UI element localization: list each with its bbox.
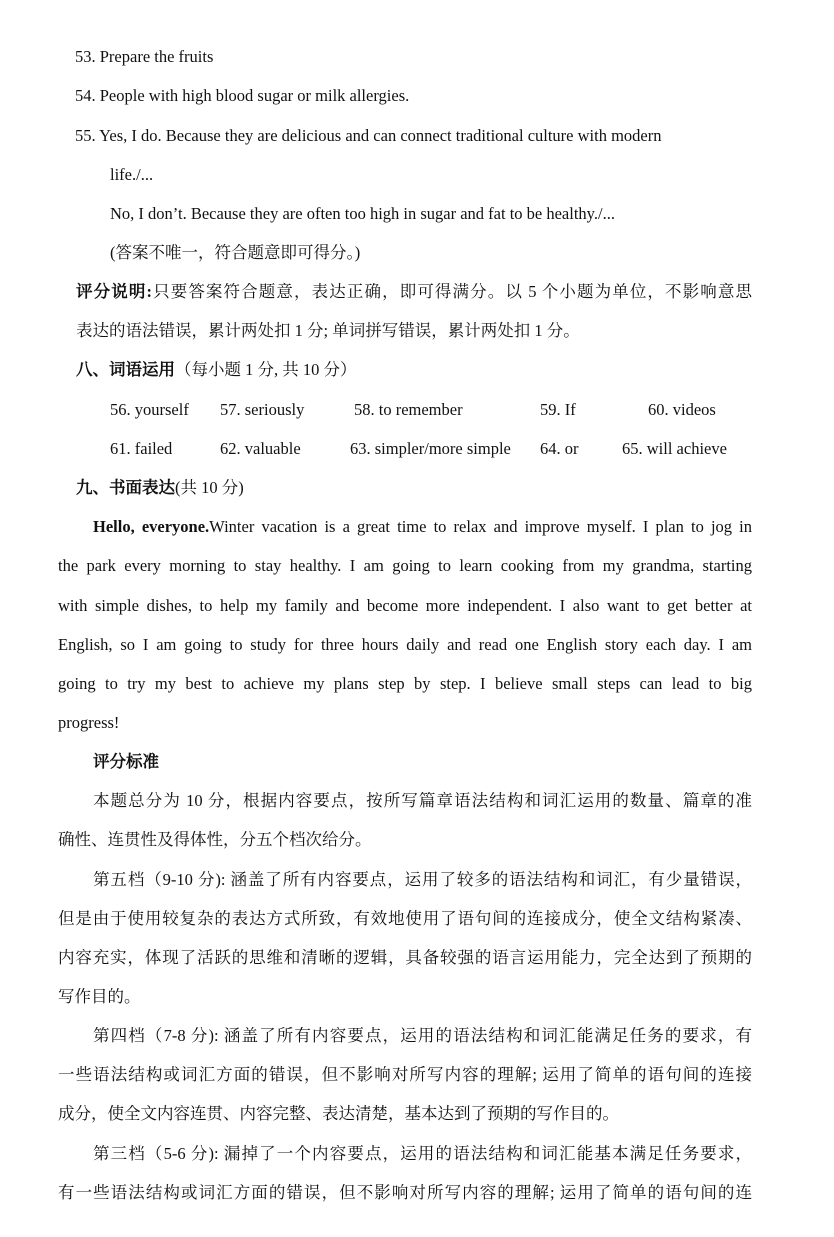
section-9-points: (共 10 分): [175, 478, 244, 497]
section-8-points: （每小题 1 分, 共 10 分）: [175, 360, 357, 379]
scoring-note-text-1: 只要答案符合题意，表达正确，即可得满分。以 5 个小题为单位，不影响意思: [151, 282, 753, 301]
essay-line-1: [93, 515, 752, 539]
section-8-heading-row: [76, 358, 357, 382]
word-answer-60: 60. videos: [648, 400, 716, 419]
section-9-heading-row: [76, 476, 244, 500]
tier-4-line-3: 成分，使全文内容连贯、内容完整、表达清楚，基本达到了预期的写作目的。: [58, 1104, 619, 1123]
tier-5-line-2: 但是由于使用较复杂的表达方式所致，有效地使用了语句间的连接成分，使全文结构紧凑、: [58, 909, 752, 928]
word-answer-59: 59. If: [540, 400, 576, 419]
word-answer-63: 63. simpler/more simple: [350, 439, 511, 458]
answer-55-note: (答案不唯一，符合题意即可得分。): [110, 243, 361, 262]
tier-5-line-1: 第五档（9-10 分): 涵盖了所有内容要点，运用了较多的语法结构和词汇，有少量错误，: [93, 870, 752, 889]
essay-greeting: Hello, everyone.: [93, 517, 210, 536]
essay-line-3: with simple dishes, to help my family and become more independent. I also want to get better at: [58, 596, 752, 615]
answer-53: 53. Prepare the fruits: [75, 47, 214, 66]
tier-3-line-1: 第三档（5-6 分): 漏掉了一个内容要点，运用的语法结构和词汇能基本满足任务要求，: [93, 1144, 752, 1163]
essay-line-6: progress!: [58, 713, 120, 732]
scoring-note-label: 评分说明:: [76, 282, 152, 301]
essay-text-1: Winter vacation is a great time to relax and improve myself. I plan to jog in: [209, 517, 752, 536]
word-answer-58: 58. to remember: [354, 400, 463, 419]
answer-55-line-3: No, I don’t. Because they are often too high in sugar and fat to be healthy./...: [110, 204, 615, 223]
word-answer-56: 56. yourself: [110, 400, 189, 419]
answer-54: 54. People with high blood sugar or milk allergies.: [75, 86, 410, 105]
essay-line-2: the park every morning to stay healthy. I am going to learn cooking from my grandma, starting: [58, 556, 752, 575]
essay-line-4: English, so I am going to study for three hours daily and read one English story each day. I am: [58, 635, 752, 654]
answer-55-line-1: 55. Yes, I do. Because they are delicious and can connect traditional culture with modern: [75, 126, 662, 145]
word-answer-65: 65. will achieve: [622, 439, 727, 458]
word-answer-61: 61. failed: [110, 439, 173, 458]
criteria-intro-line-1: 本题总分为 10 分，根据内容要点，按所写篇章语法结构和词汇运用的数量、篇章的准: [93, 791, 752, 810]
tier-5-line-3: 内容充实，体现了活跃的思维和清晰的逻辑，具备较强的语言运用能力，完全达到了预期的: [58, 948, 752, 967]
word-answer-62: 62. valuable: [220, 439, 301, 458]
scoring-note-line-1: [76, 280, 752, 304]
criteria-intro-line-2: 确性、连贯性及得体性，分五个档次给分。: [58, 830, 372, 849]
tier-3-line-2: 有一些语法结构或词汇方面的错误，但不影响对所写内容的理解; 运用了简单的语句间的连: [58, 1183, 752, 1202]
criteria-title: 评分标准: [93, 752, 159, 771]
tier-5-line-4: 写作目的。: [58, 987, 141, 1006]
answer-55-line-2: life./...: [110, 165, 154, 184]
word-answer-57: 57. seriously: [220, 400, 305, 419]
word-answer-64: 64. or: [540, 439, 579, 458]
section-9-heading: 九、书面表达: [76, 478, 175, 497]
essay-line-5: going to try my best to achieve my plans step by step. I believe small steps can lead to big: [58, 674, 752, 693]
tier-4-line-1: 第四档（7-8 分): 涵盖了所有内容要点，运用的语法结构和词汇能满足任务的要求，有: [93, 1026, 752, 1045]
section-8-heading: 八、词语运用: [76, 360, 175, 379]
scoring-note-line-2: 表达的语法错误，累计两处扣 1 分; 单词拼写错误，累计两处扣 1 分。: [76, 321, 580, 340]
tier-4-line-2: 一些语法结构或词汇方面的错误，但不影响对所写内容的理解; 运用了简单的语句间的连接: [58, 1065, 752, 1084]
